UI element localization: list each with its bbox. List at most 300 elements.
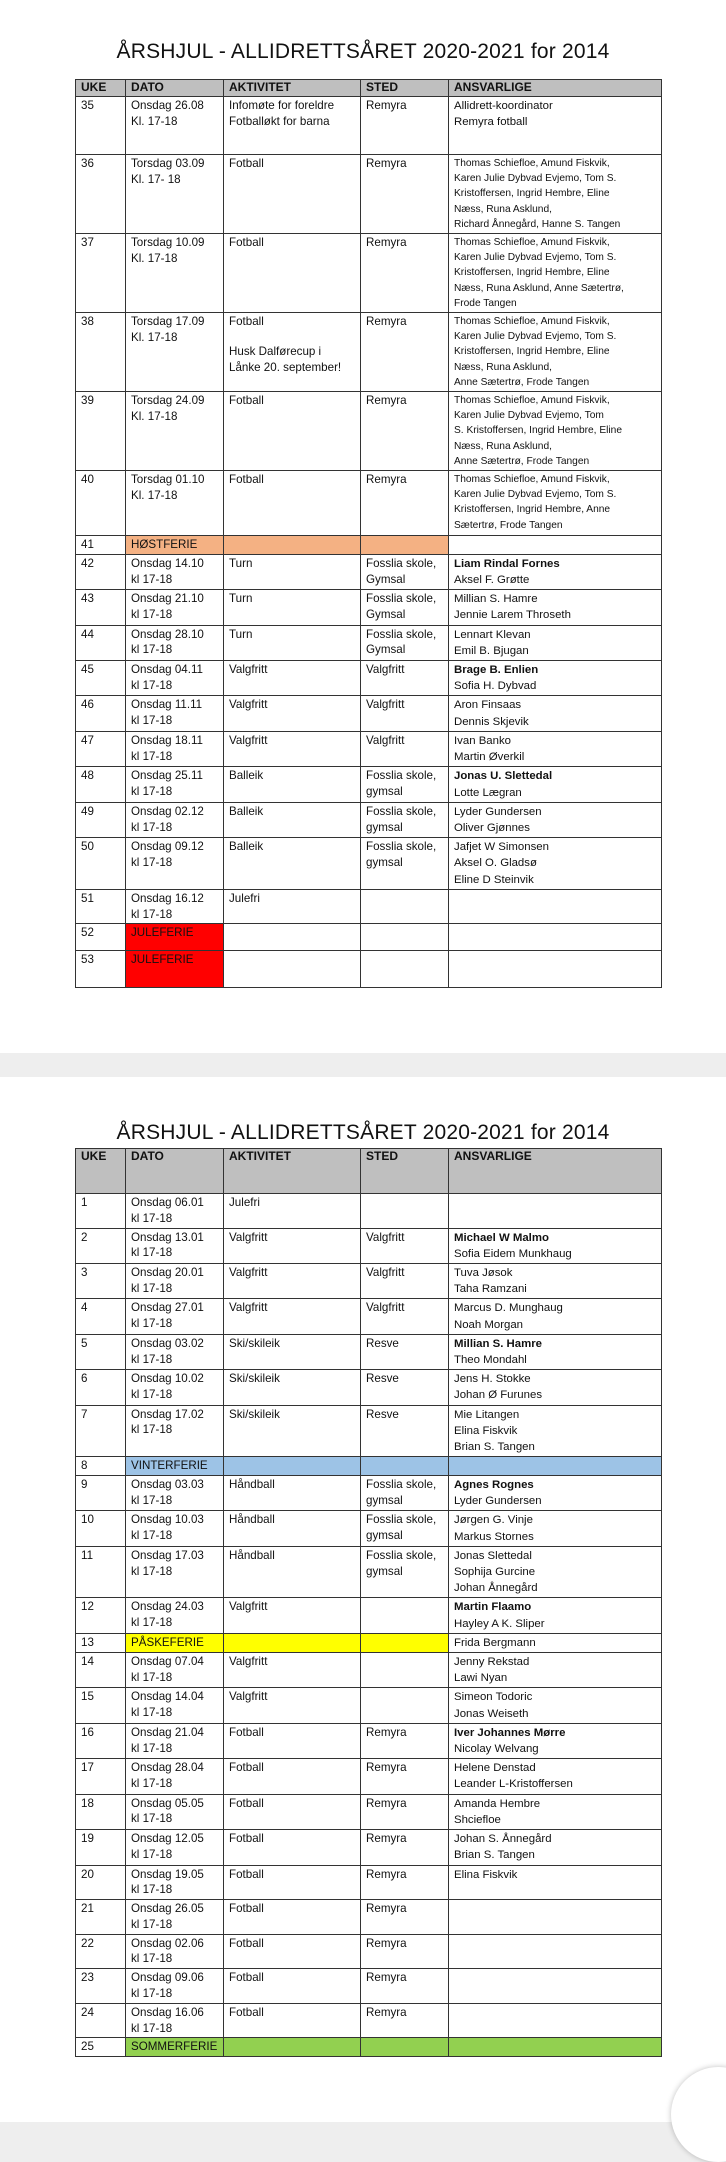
table-row [76,234,662,313]
date-cell [126,554,224,589]
holiday-cell: PÅSKEFERIE [126,1633,224,1652]
table-row [76,313,662,392]
week-cell: 47 [76,731,126,766]
responsible-cell [449,1759,662,1794]
ansvarlige-line: Kristoffersen, Ingrid Hembre, Anne [454,504,611,516]
sted-line: Remyra [366,236,407,250]
dato-line: kl 17-18 [131,1211,173,1225]
sted-line: Remyra [366,1902,407,1916]
dato-line: kl 17-18 [131,1529,173,1543]
sted-line: gymsal [366,1493,403,1507]
week-cell: 38 [76,313,126,392]
sted-line: Remyra [366,99,407,112]
activity-cell [224,1688,361,1723]
dato-line: Kl. 17-18 [131,488,178,502]
date-cell [126,1794,224,1829]
sted-line: Valgfritt [366,698,405,712]
aktivitet-line: Fotball [229,394,264,408]
ansvarlige-line: Kristoffersen, Ingrid Hembre, Eline [454,267,610,279]
table-row [76,1194,662,1229]
aktivitet-line: Turn [229,627,253,641]
page-corner-decoration [671,2067,726,2162]
location-cell [361,951,449,988]
ansvarlige-line: Lyder Gundersen [454,805,542,818]
dato-line: Kl. 17-18 [131,330,178,344]
responsible-cell [449,1299,662,1334]
dato-line: kl 17-18 [131,1952,173,1966]
dato-line: Onsdag 02.12 [131,804,204,818]
activity-cell [224,1457,361,1476]
dato-line: Onsdag 10.03 [131,1513,204,1527]
week-cell: 10 [76,1511,126,1546]
sted-line: gymsal [366,820,403,834]
ansvarlige-line: Allidrett-koordinator [454,100,553,112]
ansvarlige-line: Thomas Schiefloe, Amund Fiskvik, [454,158,610,169]
aktivitet-line: Valgfritt [229,663,268,677]
activity-cell [224,234,361,313]
location-cell [361,1228,449,1263]
ansvarlige-line: Kristoffersen, Ingrid Hembre, Eline [454,346,610,358]
sted-line: Fosslia skole, [366,1478,437,1492]
dato-line: kl 17-18 [131,907,173,921]
week-cell: 4 [76,1299,126,1334]
week-cell: 17 [76,1759,126,1794]
ansvarlige-line: Richard Ånnegård, Hanne S. Tangen [454,218,621,230]
activity-cell [224,1370,361,1405]
responsible-cell [449,661,662,696]
table-row [76,1794,662,1829]
header-sted: STED [361,1149,449,1194]
responsible-cell [449,1633,662,1652]
location-cell [361,1653,449,1688]
responsible-cell [449,1653,662,1688]
date-cell [126,1546,224,1598]
location-cell [361,1688,449,1723]
responsible-cell [449,1723,662,1758]
sted-line: Fosslia skole, [366,1513,437,1527]
dato-line: Onsdag 09.06 [131,1971,204,1985]
sted-line: gymsal [366,1529,403,1543]
activity-cell [224,1194,361,1229]
location-cell [361,2038,449,2057]
ansvarlige-line: Taha Ramzani [454,1283,527,1296]
table-row [76,731,662,766]
date-cell [126,1598,224,1633]
sted-line: Resve [366,1407,399,1421]
header-uke: UKE [76,1149,126,1194]
ansvarlige-line: Aksel F. Grøtte [454,574,530,587]
date-cell [126,731,224,766]
activity-cell [224,2038,361,2057]
activity-cell [224,2003,361,2038]
aktivitet-line: Valgfritt [229,1690,268,1704]
location-cell [361,696,449,731]
activity-cell [224,1723,361,1758]
aktivitet-line: Fotball [229,1971,264,1985]
week-cell: 14 [76,1653,126,1688]
ansvarlige-line: Aron Finsaas [454,699,522,712]
ansvarlige-line: Sætertrø, Frode Tangen [454,519,563,531]
ansvarlige-line: Theo Mondahl [454,1354,527,1367]
location-cell [361,889,449,924]
responsible-cell [449,802,662,837]
sted-line: gymsal [366,855,403,869]
ansvarlige-line: Karen Julie Dybvad Evjemo, Tom [454,410,604,422]
aktivitet-line: Valgfritt [229,698,268,712]
aktivitet-line: Valgfritt [229,1600,268,1614]
table-row [76,1546,662,1598]
aktivitet-line: Fotball [229,2005,264,2019]
table-row [76,1688,662,1723]
date-cell [126,97,224,155]
table-body [76,1194,662,2057]
aktivitet-line: Fotball [229,1902,264,1916]
week-cell: 6 [76,1370,126,1405]
responsible-cell [449,2003,662,2038]
responsible-cell [449,1511,662,1546]
sted-line: Remyra [366,473,407,487]
dato-line: Onsdag 26.05 [131,1902,204,1916]
activity-cell [224,471,361,536]
location-cell [361,392,449,471]
table-row [76,1228,662,1263]
date-cell [126,1865,224,1900]
table-row [76,590,662,625]
ansvarlige-line: Lyder Gundersen [454,1495,542,1508]
ansvarlige-line: Karen Julie Dybvad Evjemo, Tom S. [454,331,617,343]
ansvarlige-line: Thomas Schiefloe, Amund Fiskvik, [454,316,610,328]
dato-line: Onsdag 03.02 [131,1336,204,1350]
date-cell [126,155,224,234]
aktivitet-line: Fotball [229,1867,264,1881]
date-cell [126,1299,224,1334]
ansvarlige-line: Oliver Gjønnes [454,821,530,834]
date-cell [126,590,224,625]
aktivitet-line: Valgfritt [229,1266,268,1279]
activity-cell [224,313,361,392]
dato-line: Onsdag 18.11 [131,733,203,747]
aktivitet-line: Julefri [229,1196,260,1209]
week-cell: 8 [76,1457,126,1476]
dato-line: Torsdag 03.09 [131,157,205,170]
aktivitet-line: Ski/skileik [229,1372,280,1386]
location-cell [361,1370,449,1405]
week-cell: 22 [76,1934,126,1969]
aktivitet-line: Håndball [229,1478,275,1492]
aktivitet-line: Valgfritt [229,1301,268,1315]
aktivitet-line: Fotball [229,1936,264,1950]
location-cell [361,554,449,589]
ansvarlige-line: Markus Stornes [454,1530,534,1543]
ansvarlige-line: Elina Fiskvik [454,1424,518,1437]
date-cell [126,1969,224,2004]
table-row [76,1334,662,1369]
table-row [76,1476,662,1511]
week-cell: 5 [76,1334,126,1369]
dato-line: Onsdag 20.01 [131,1266,204,1279]
aktivitet-line: Julefri [229,891,260,905]
date-cell [126,1264,224,1299]
dato-line: kl 17-18 [131,643,173,657]
schedule-table [75,79,662,988]
dato-line: Onsdag 10.02 [131,1372,204,1386]
ansvarlige-line: Thomas Schiefloe, Amund Fiskvik, [454,237,610,249]
aktivitet-line: Balleik [229,804,264,818]
location-cell [361,97,449,155]
ansvarlige-line: Michael W Malmo [454,1231,549,1244]
sted-line: Fosslia skole, [366,556,437,570]
activity-cell [224,802,361,837]
activity-cell [224,1969,361,2004]
ansvarlige-line: Johan S. Ånnegård [454,1833,552,1846]
location-cell [361,1794,449,1829]
location-cell [361,1830,449,1865]
ansvarlige-line: Thomas Schiefloe, Amund Fiskvik, [454,395,610,407]
activity-cell [224,590,361,625]
ansvarlige-line: Eline D Steinvik [454,873,534,886]
table-row [76,838,662,890]
date-cell [126,471,224,536]
responsible-cell [449,838,662,890]
ansvarlige-line: Thomas Schiefloe, Amund Fiskvik, [454,474,610,486]
location-cell [361,590,449,625]
dato-line: Torsdag 17.09 [131,315,205,329]
sted-line: Valgfritt [366,1301,405,1315]
aktivitet-line: Balleik [229,840,264,854]
table-row [76,1405,662,1457]
location-cell [361,1546,449,1598]
responsible-cell [449,155,662,234]
location-cell [361,1900,449,1935]
date-cell [126,1334,224,1369]
table-row [76,1633,662,1652]
sted-line: Gymsal [366,643,406,657]
activity-cell [224,1299,361,1334]
dato-line: Onsdag 13.01 [131,1230,204,1244]
table-row [76,1969,662,2004]
ansvarlige-line: S. Kristoffersen, Ingrid Hembre, Eline [454,425,622,437]
dato-line: Onsdag 19.05 [131,1867,204,1881]
aktivitet-line: Turn [229,556,253,570]
dato-line: Torsdag 10.09 [131,236,205,250]
week-cell: 52 [76,924,126,951]
table-row [76,1865,662,1900]
location-cell [361,731,449,766]
ansvarlige-line: Jens H. Stokke [454,1373,531,1386]
responsible-cell [449,471,662,536]
table-row [76,471,662,536]
aktivitet-line: Fotball [229,473,264,487]
ansvarlige-line: Sophija Gurcine [454,1566,536,1579]
document-page-1 [0,0,726,1053]
aktivitet-line: Valgfritt [229,1655,268,1669]
dato-line: Onsdag 06.01 [131,1196,204,1209]
responsible-cell [449,625,662,660]
ansvarlige-line: Lotte Lægran [454,786,522,799]
sted-line: Valgfritt [366,663,405,677]
dato-line: Kl. 17- 18 [131,172,181,186]
ansvarlige-line: Aksel O. Gladsø [454,857,537,870]
sted-line: Remyra [366,1971,407,1985]
table-row [76,889,662,924]
dato-line: kl 17-18 [131,608,173,622]
week-cell: 9 [76,1476,126,1511]
aktivitet-line: Fotball [229,1796,264,1810]
dato-line: Onsdag 28.10 [131,627,204,641]
activity-cell [224,625,361,660]
week-cell: 23 [76,1969,126,2004]
aktivitet-line: Turn [229,592,253,606]
sted-line: Valgfritt [366,1266,405,1279]
holiday-cell: JULEFERIE [126,924,224,951]
dato-line: Onsdag 17.03 [131,1548,204,1562]
date-cell [126,1476,224,1511]
aktivitet-line: Husk Dalførecup i [229,344,322,358]
week-cell: 48 [76,767,126,802]
week-cell: 36 [76,155,126,234]
activity-cell [224,696,361,731]
sted-line: Fosslia skole, [366,804,437,818]
dato-line: kl 17-18 [131,1777,173,1791]
date-cell [126,2003,224,2038]
dato-line: Onsdag 21.10 [131,592,204,606]
responsible-cell [449,1688,662,1723]
dato-line: kl 17-18 [131,1281,173,1295]
responsible-cell [449,1264,662,1299]
ansvarlige-line: Anne Sætertrø, Frode Tangen [454,376,590,388]
location-cell [361,536,449,555]
activity-cell [224,838,361,890]
dato-line: Onsdag 03.03 [131,1478,204,1492]
ansvarlige-line: Kristoffersen, Ingrid Hembre, Eline [454,188,610,200]
activity-cell [224,767,361,802]
dato-line: kl 17-18 [131,714,173,728]
ansvarlige-line: Jennie Larem Throseth [454,609,571,622]
activity-cell [224,554,361,589]
location-cell [361,1264,449,1299]
location-cell [361,1405,449,1457]
dato-line: kl 17-18 [131,1706,173,1720]
aktivitet-line: Infomøte for foreldre [229,99,335,112]
dato-line: Onsdag 16.06 [131,2005,204,2019]
ansvarlige-line: Sofia Eidem Munkhaug [454,1247,572,1260]
ansvarlige-line: Lawi Nyan [454,1672,508,1685]
table-row [76,155,662,234]
dato-line: Onsdag 02.06 [131,1936,204,1950]
sted-line: Remyra [366,1761,407,1775]
week-cell: 39 [76,392,126,471]
location-cell [361,1476,449,1511]
responsible-cell [449,234,662,313]
activity-cell [224,1830,361,1865]
dato-line: Onsdag 05.05 [131,1796,204,1810]
week-cell: 37 [76,234,126,313]
ansvarlige-line: Ivan Banko [454,734,511,747]
date-cell [126,1900,224,1935]
responsible-cell [449,1334,662,1369]
ansvarlige-line: Brian S. Tangen [454,1441,535,1454]
ansvarlige-line: Amanda Hembre [454,1797,541,1810]
ansvarlige-line: Iver Johannes Mørre [454,1726,566,1739]
ansvarlige-line: Johan Ø Furunes [454,1389,543,1402]
date-cell [126,889,224,924]
ansvarlige-line: Brian S. Tangen [454,1849,535,1862]
aktivitet-line: Fotball [229,1725,264,1739]
aktivitet-line: Fotball [229,315,264,329]
location-cell [361,1969,449,2004]
dato-line: Onsdag 04.11 [131,663,203,677]
header-aktivitet: AKTIVITET [224,80,361,97]
sted-line: Remyra [366,315,407,329]
dato-line: kl 17-18 [131,1564,173,1578]
date-cell [126,1511,224,1546]
sted-line: Resve [366,1336,399,1350]
dato-line: Onsdag 07.04 [131,1655,204,1669]
document-page-2 [0,1077,726,2122]
date-cell [126,1405,224,1457]
ansvarlige-line: Frode Tangen [454,297,517,309]
week-cell: 40 [76,471,126,536]
location-cell [361,1194,449,1229]
sted-line: Fosslia skole, [366,840,437,854]
ansvarlige-line: Emil B. Bjugan [454,644,529,657]
activity-cell [224,661,361,696]
responsible-cell [449,392,662,471]
aktivitet-line: Fotball [229,1761,264,1775]
aktivitet-line: Fotballøkt for barna [229,114,330,128]
dato-line: kl 17-18 [131,1388,173,1402]
dato-line: kl 17-18 [131,1493,173,1507]
ansvarlige-line: Helene Denstad [454,1762,536,1775]
table-row [76,2038,662,2057]
dato-line: Kl. 17-18 [131,409,178,423]
dato-line: Kl. 17-18 [131,114,178,128]
week-cell: 46 [76,696,126,731]
dato-line: Onsdag 16.12 [131,891,204,905]
sted-line: Valgfritt [366,1230,405,1244]
spacer [229,330,355,344]
aktivitet-line: Ski/skileik [229,1336,280,1350]
table-row [76,1900,662,1935]
date-cell [126,313,224,392]
ansvarlige-line: Jonas Slettedal [454,1549,532,1562]
responsible-cell [449,313,662,392]
table-row [76,97,662,155]
location-cell [361,155,449,234]
table-row [76,1457,662,1476]
activity-cell [224,536,361,555]
dato-line: kl 17-18 [131,1987,173,2001]
week-cell: 16 [76,1723,126,1758]
week-cell: 11 [76,1546,126,1598]
date-cell [126,1688,224,1723]
holiday-cell: HØSTFERIE [126,536,224,555]
table-row [76,1934,662,1969]
responsible-cell [449,1598,662,1633]
ansvarlige-line: Johan Ånnegård [454,1582,538,1595]
sted-line: Gymsal [366,608,406,622]
week-cell: 18 [76,1794,126,1829]
ansvarlige-line: Leander L-Kristoffersen [454,1778,573,1791]
activity-cell [224,1865,361,1900]
activity-cell [224,1934,361,1969]
responsible-cell [449,1900,662,1935]
table-row [76,392,662,471]
ansvarlige-line: Frida Bergmann [454,1636,536,1649]
week-cell: 49 [76,802,126,837]
date-cell [126,838,224,890]
date-cell [126,1370,224,1405]
